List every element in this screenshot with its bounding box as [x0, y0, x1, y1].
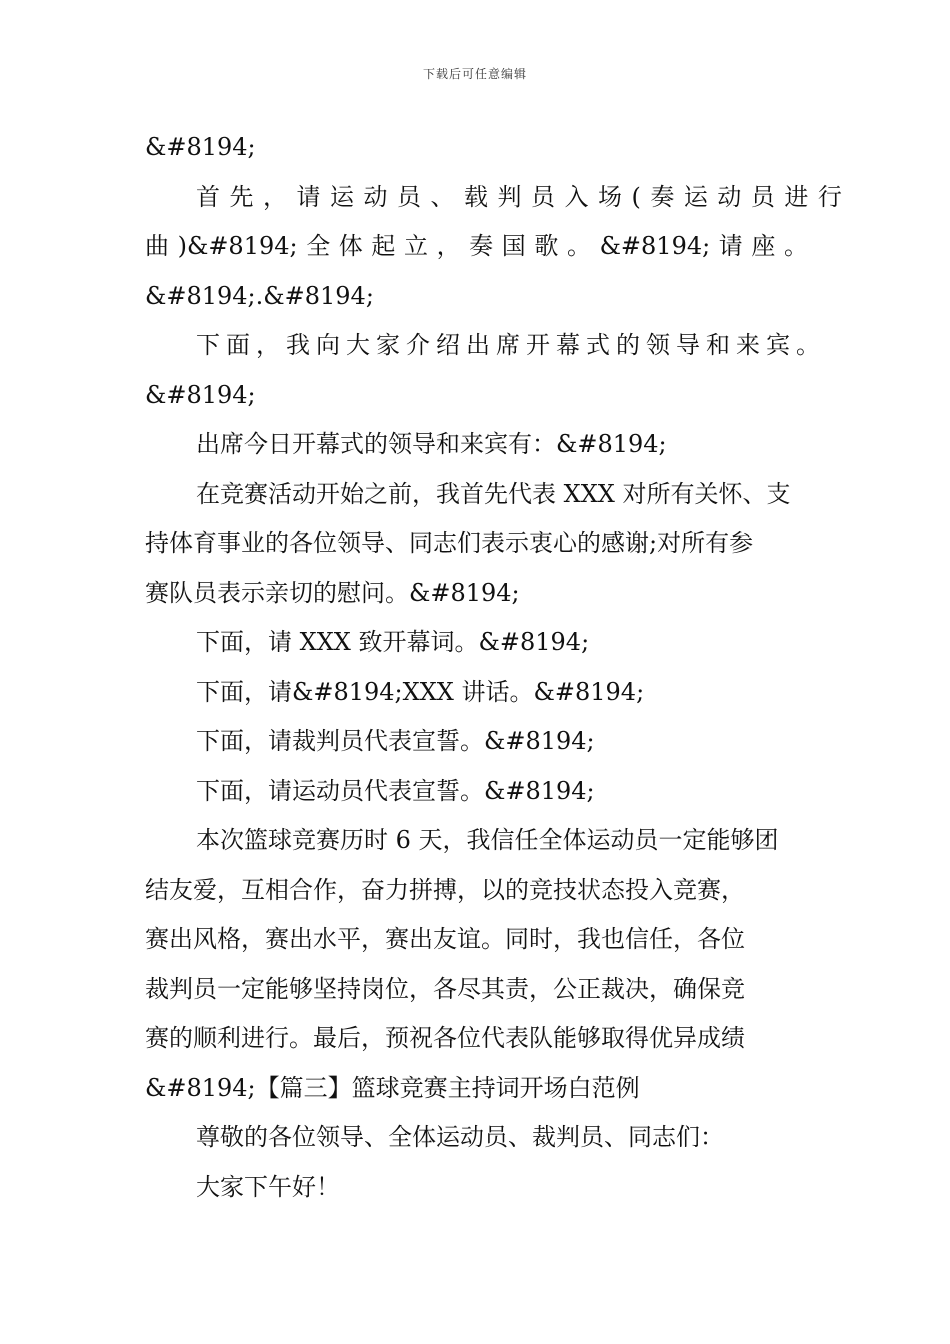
text-line: 持体育事业的各位领导、同志们表示衷心的感谢;对所有参: [145, 529, 754, 557]
text-line: 首先，请运动员、载判员入场(奏运动员进行: [196, 182, 852, 211]
text-line: &#8194;: [145, 380, 256, 409]
text-line: 裁判员一定能够坚持岗位，各尽其责，公正裁决，确保竞: [145, 974, 745, 1003]
text-line: &#8194;【篇三】篮球竞赛主持词开场白范例: [145, 1073, 640, 1102]
text-line: 尊敬的各位领导、全体运动员、裁判员、同志们：: [196, 1123, 724, 1151]
text-line: 下面，请裁判员代表宣誓。&#8194;: [196, 727, 595, 755]
text-line: 赛队员表示亲切的慰问。&#8194;: [145, 578, 520, 607]
text-line: 下面，请运动员代表宣誓。&#8194;: [196, 776, 595, 805]
text-line: &#8194;.&#8194;: [145, 281, 374, 310]
text-line: 下面，请 XXX 致开幕词。&#8194;: [196, 628, 590, 656]
text-line: 结友爱，互相合作，奋力拼搏，以的竞技状态投入竞赛，: [145, 875, 745, 904]
text-line: 出席今日开幕式的领导和来宾有：&#8194;: [196, 430, 667, 458]
text-line: 下面，请&#8194;XXX 讲话。&#8194;: [196, 677, 645, 706]
text-line: &#8194;: [145, 133, 256, 161]
text-line: 赛出风格，赛出水平，赛出友谊。同时，我也信任，各位: [145, 925, 745, 953]
text-line: 曲)&#8194;全体起立，奏国歌。&#8194;请座。: [145, 232, 808, 260]
text-line: 下面，我向大家介绍出席开幕式的领导和来宾。: [196, 331, 826, 359]
document-body: [145, 123, 852, 1212]
page-header: 下载后可任意编辑: [422, 67, 527, 81]
text-line: 赛的顺利进行。最后，预祝各位代表队能够取得优异成绩: [145, 1024, 745, 1052]
text-line: 在竞赛活动开始之前，我首先代表 XXX 对所有关怀、支: [196, 479, 791, 508]
text-line: 本次篮球竞赛历时 6 天，我信任全体运动员一定能够团: [196, 826, 779, 854]
text-line: 大家下午好！: [196, 1172, 340, 1201]
